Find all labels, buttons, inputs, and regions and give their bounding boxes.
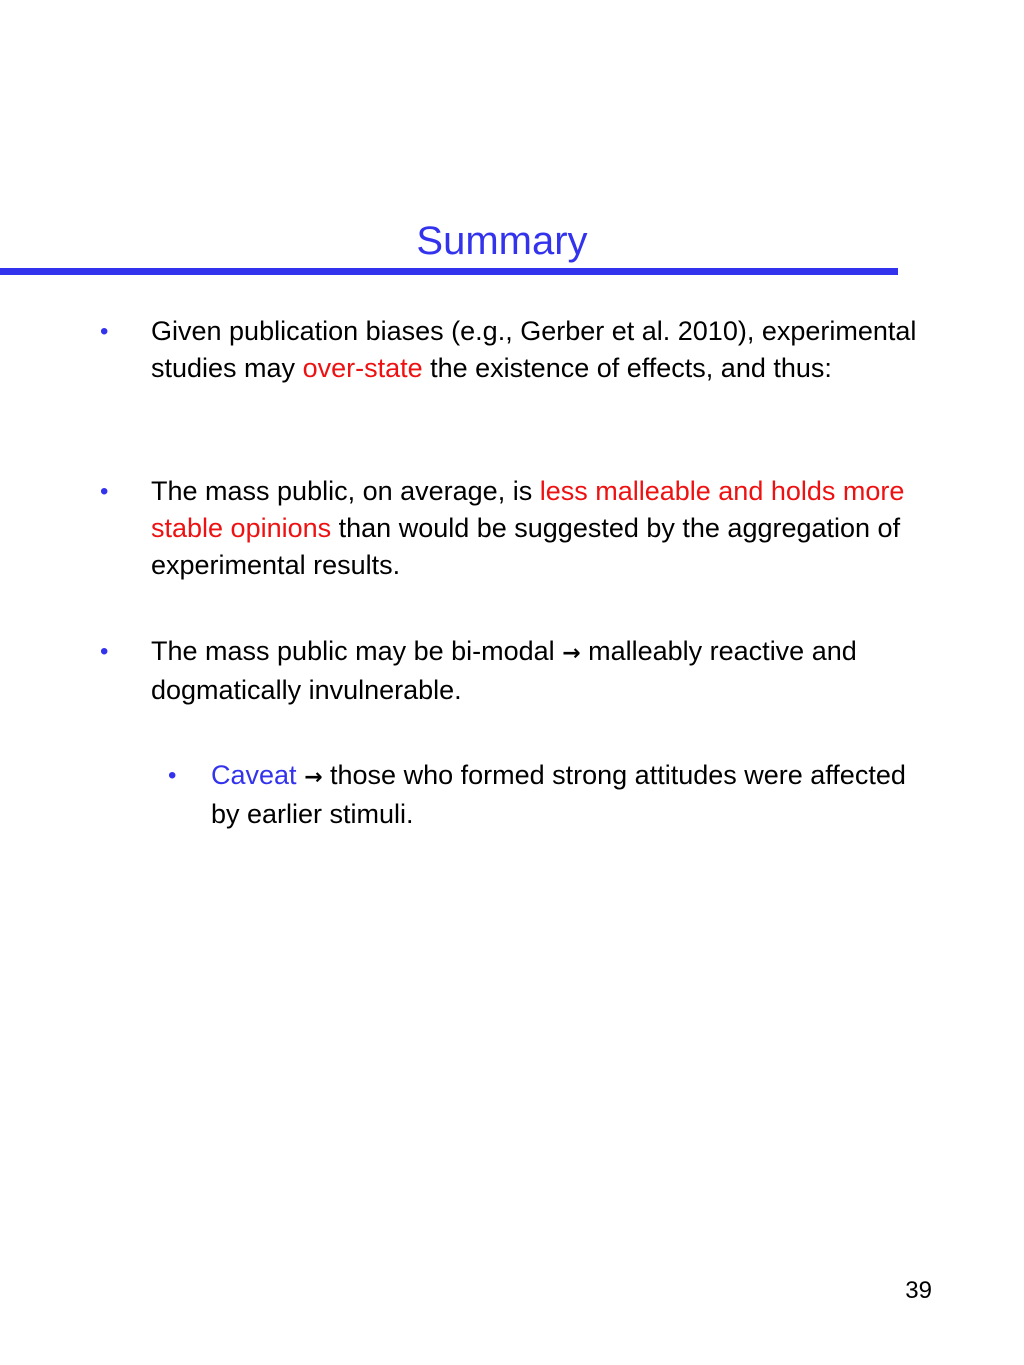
emphasis-text: less malleable and holds more stable opinions [151, 476, 905, 543]
bullet-text [151, 313, 941, 387]
bullet-text-segment: the existence of effects, and thus: [422, 353, 832, 383]
bullet-marker: • [168, 762, 177, 789]
arrow-right-icon: → [562, 641, 581, 666]
bullet-text-segment: than would be suggested by the aggregation of experimental results. [151, 513, 901, 580]
bullet-text [151, 473, 941, 584]
bullet-text-segment: those who formed strong attitudes were affected by earlier stimuli. [211, 760, 906, 829]
bullet-text-segment: malleably reactive and dogmatically invulnerable. [151, 636, 857, 705]
emphasis-text: over-state [302, 353, 423, 383]
caveat-label: Caveat [211, 760, 297, 790]
bullet-marker: • [100, 318, 109, 345]
arrow-right-icon: → [304, 765, 323, 790]
bullet-text [211, 757, 941, 833]
title-underline [0, 268, 898, 275]
bullet-text-segment: Given publication biases (e.g., Gerber et al. 2010), experimental studies may [151, 316, 917, 383]
page-number: 39 [905, 1277, 932, 1304]
bullet-text-segment: The mass public, on average, is [151, 476, 540, 506]
bullet-text [151, 633, 941, 709]
bullet-marker: • [100, 638, 109, 665]
bullet-text-segment [297, 760, 305, 790]
bullet-marker: • [100, 478, 109, 505]
bullet-text-segment: The mass public may be bi-modal [151, 636, 563, 666]
slide-title: Summary [416, 219, 588, 263]
